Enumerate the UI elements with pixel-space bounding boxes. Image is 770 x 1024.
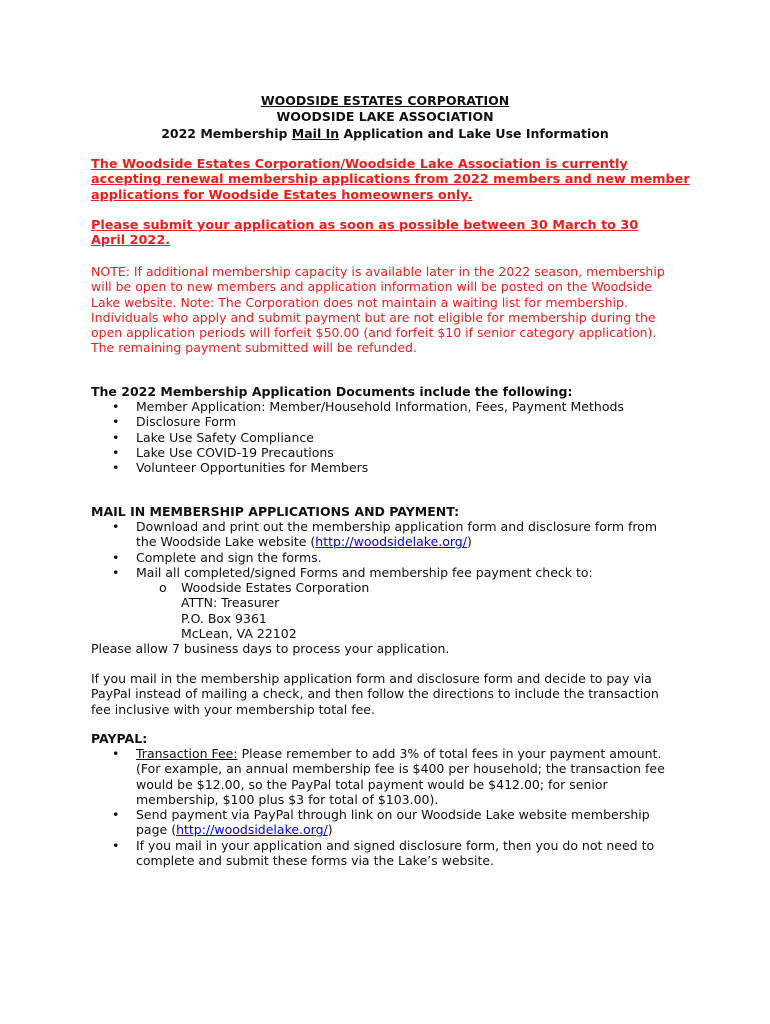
mail-step-mail: • Mail all completed/signed Forms and membership fee payment check to: xyxy=(91,565,681,580)
send-payment-close: ) xyxy=(327,822,333,838)
documents-heading: The 2022 Membership Application Documents include the following: xyxy=(91,384,573,399)
sub-bullet: o xyxy=(159,580,167,595)
title-post: Application and Lake Use Information xyxy=(339,126,609,141)
address-line: P.O. Box 9361 xyxy=(181,610,267,626)
paypal-transaction-fee xyxy=(91,746,681,807)
woodsidelake-link[interactable]: http://woodsidelake.org/ xyxy=(315,534,467,550)
paypal-mail-note: • If you mail in your application and signed disclosure form, then you do not need to complete and submit these forms via the Lake’s website. xyxy=(91,838,681,869)
list-item: • Member Application: Member/Household Information, Fees, Payment Methods xyxy=(91,399,691,414)
documents-list xyxy=(91,399,691,475)
step-download-close: ) xyxy=(466,534,472,550)
paypal-instead-paragraph: If you mail in the membership application form and disclosure form and decide to pay via PayPal instead of mailing a check, and then follow the directions to include the transaction fee inclusive with your membership total fee. xyxy=(91,671,659,717)
processing-time-note: Please allow 7 business days to process your application. xyxy=(91,641,450,656)
list-item: • Volunteer Opportunities for Members xyxy=(91,460,691,475)
list-item: • Lake Use Safety Compliance xyxy=(91,430,691,445)
header-corporation: WOODSIDE ESTATES CORPORATION xyxy=(260,93,510,108)
notice-submit-deadline: Please submit your application as soon as possible between 30 March to 30 April 2022. xyxy=(91,218,639,249)
paypal-send-payment xyxy=(91,807,681,838)
list-item: • Disclosure Form xyxy=(91,414,691,429)
notice-capacity-note: NOTE: If additional membership capacity is available later in the 2022 season, membership will be open to new members and application information will be posted on the Woodside Lake website. Note: The Corporation does not maintain a waiting list for membership. Individuals who apply and submit payment but are not eligible for membership during the open application periods will forfeit $50.00 (and forfeit $10 if senior category application). The remaining payment submitted will be refunded. xyxy=(91,264,665,356)
notice-new-members: and new member applications for Woodside Estates homeowners only xyxy=(91,172,690,203)
paypal-list xyxy=(91,746,681,868)
send-payment-text: Send payment via PayPal through link on our Woodside Lake website membership page ( xyxy=(136,807,650,838)
mail-step-complete: • Complete and sign the forms. xyxy=(91,550,681,565)
address-line: ATTN: Treasurer xyxy=(181,595,280,611)
notice-renewal: The Woodside Estates Corporation/Woodside Lake Association is currently accepting renewal membership applications from 2022 members xyxy=(91,157,628,188)
address-line: Woodside Estates Corporation xyxy=(181,580,370,595)
title-pre: 2022 Membership xyxy=(161,126,292,141)
header-application-title xyxy=(0,126,770,142)
title-mail-in: Mail In xyxy=(291,126,340,141)
notice-accepting-applications xyxy=(91,157,691,203)
header-association: WOODSIDE LAKE ASSOCIATION xyxy=(276,109,494,124)
step-download-text: Download and print out the membership application form and disclosure form from the Woodside Lake website ( xyxy=(136,519,658,550)
woodsidelake-link[interactable]: http://woodsidelake.org/ xyxy=(176,822,328,838)
mailing-address xyxy=(91,580,770,641)
transaction-fee-label: Transaction Fee: xyxy=(136,746,238,761)
address-line: McLean, VA 22102 xyxy=(181,625,297,641)
notice-period: . xyxy=(467,187,473,203)
mail-heading: MAIL IN MEMBERSHIP APPLICATIONS AND PAYMENT: xyxy=(91,504,460,519)
paypal-heading: PAYPAL: xyxy=(91,731,148,746)
mail-steps-list xyxy=(91,519,681,580)
mail-step-download xyxy=(91,519,681,550)
transaction-fee-text: Please remember to add 3% of total fees in your payment amount. (For example, an annual membership fee is $400 per household; the transaction fee would be $12.00, so the PayPal total payment would be $412.00; for senior membership, $100 plus $3 for total of $103.00). xyxy=(136,746,665,807)
list-item: • Lake Use COVID-19 Precautions xyxy=(91,445,691,460)
